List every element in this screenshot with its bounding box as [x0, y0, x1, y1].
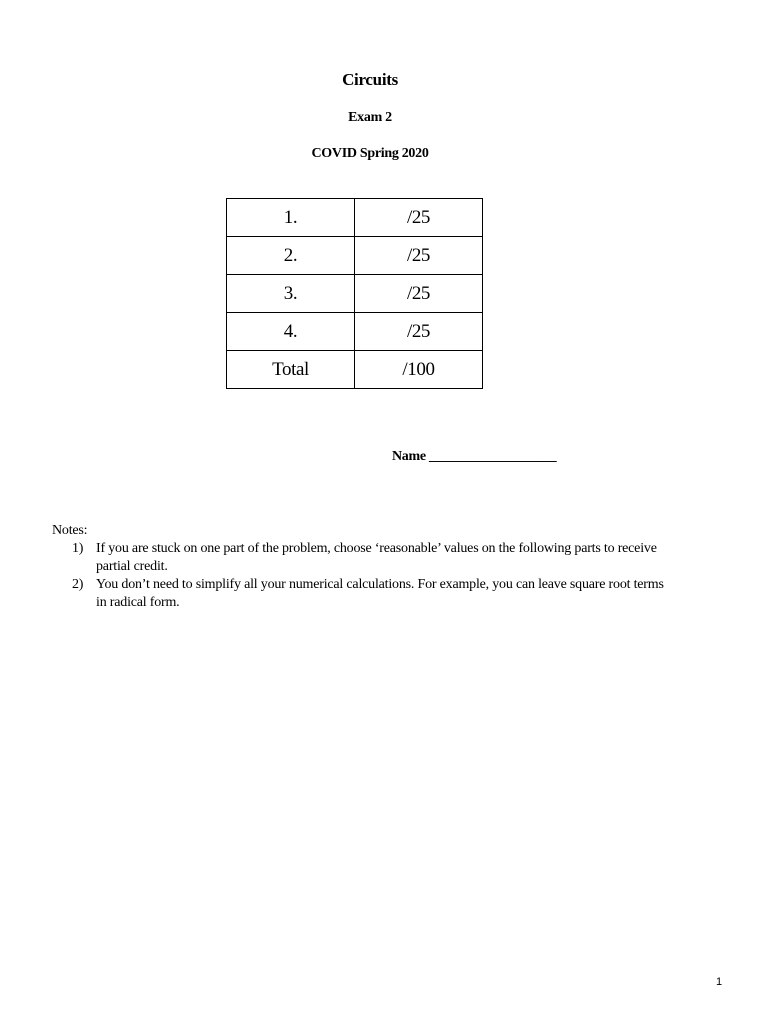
document-title: Circuits — [342, 70, 398, 89]
problem-label-cell: 4. — [227, 313, 355, 351]
score-table — [226, 198, 483, 389]
problem-label-cell: 1. — [227, 199, 355, 237]
note-number: 2) — [72, 577, 84, 592]
notes-list — [52, 540, 672, 612]
notes-heading: Notes: — [52, 523, 88, 538]
table-row-total — [227, 351, 483, 389]
note-text: If you are stuck on one part of the problem, choose ‘reasonable’ values on the following parts to receive partial credit. — [96, 541, 657, 574]
problem-label-cell: 2. — [227, 237, 355, 275]
name-blank: ___________________ — [429, 449, 557, 464]
table-row — [227, 313, 483, 351]
notes-section — [52, 522, 672, 612]
page-number: 1 — [716, 976, 723, 988]
exam-subtitle: Exam 2 — [348, 110, 392, 125]
list-item — [52, 576, 672, 612]
exam-term: COVID Spring 2020 — [311, 146, 429, 161]
note-number: 1) — [72, 541, 84, 556]
table-row — [227, 199, 483, 237]
name-label: Name — [392, 449, 426, 464]
problem-points-cell: /25 — [355, 237, 483, 275]
note-text: You don’t need to simplify all your numerical calculations. For example, you can leave square root terms in radical form. — [96, 577, 664, 610]
table-row — [227, 237, 483, 275]
total-label-cell: Total — [227, 351, 355, 389]
list-item — [52, 540, 672, 576]
name-field — [392, 449, 556, 465]
problem-points-cell: /25 — [355, 199, 483, 237]
total-points-cell: /100 — [355, 351, 483, 389]
table-row — [227, 275, 483, 313]
problem-points-cell: /25 — [355, 275, 483, 313]
problem-label-cell: 3. — [227, 275, 355, 313]
problem-points-cell: /25 — [355, 313, 483, 351]
